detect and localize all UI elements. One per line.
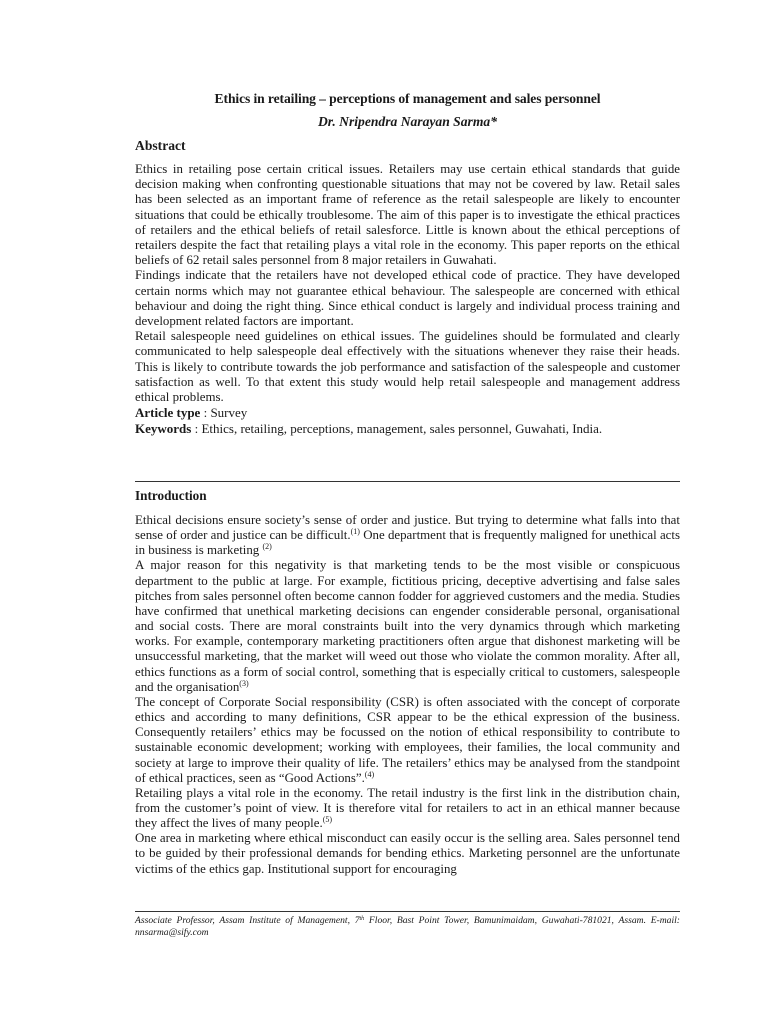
author-footnote	[135, 915, 680, 938]
intro-text: Retailing plays a vital role in the economy. The retail industry is the first link in the distribution chain, from the customer’s point of view. It is therefore vital for retailers to act in an ethical manner because they affect the lives of many people.	[135, 785, 680, 831]
abstract-paragraph: Ethics in retailing pose certain critical issues. Retailers may use certain ethical standards that guide decision making when confronting questionable situations that may not be covered by law. Retail sales has been selected as an important frame of reference as the retail salespeople are likely to encounter situations that could be ethically troublesome. The aim of this paper is to investigate the ethical practices of retailers and the ethical beliefs of retail salesforce. Little is known about the ethical perceptions of retailers despite the fact that retailing plays a vital role in the economy. This paper reports on the ethical beliefs of 62 retail sales personnel from 8 major retailers in Guwahati.	[135, 162, 680, 268]
citation-ref: (4)	[364, 769, 375, 779]
intro-text: The concept of Corporate Social responsibility (CSR) is often associated with the concept of corporate ethics and according to many definitions, CSR appear to be the ethical expression of the business. Consequently retailers’ ethics may be focussed on the notion of ethical responsibility to contribute to sustainable economic development; working with employees, their families, the local community and society at large to improve their quality of life. The retailers’ ethics may be analysed from the standpoint of ethical practices, seen as “Good Actions”.	[135, 694, 680, 785]
intro-paragraph-1	[135, 513, 680, 558]
paper-title: Ethics in retailing – perceptions of management and sales personnel	[214, 91, 601, 106]
footnote-ordinal: th	[359, 916, 365, 922]
keywords-value: : Ethics, retailing, perceptions, management, sales personnel, Guwahati, India.	[191, 420, 603, 436]
article-type-line	[135, 405, 680, 421]
author-name: Dr. Nripendra Narayan Sarma*	[317, 114, 497, 129]
intro-text: One area in marketing where ethical misconduct can easily occur is the selling area. Sales personnel tend to be guided by their professional demands for bending ethics. Marketing personnel are the unfortunate victims of the ethics gap. Institutional support for encouraging	[135, 831, 680, 876]
intro-text: Ethical decisions ensure society’s sense of order and justice. But trying to determine what falls into that sense of order and justice can be difficult.	[135, 513, 680, 543]
intro-text: A major reason for this negativity is that marketing tends to be the most visible or conspicuous department to the public at large. For example, fictitious pricing, deceptive advertising and false sales pitches from sales personnel often become cannon fodder for aggrieved customers and the media. Studies have confirmed that unethical marketing decisions can engender considerable personal, organisational and social costs. There are moral constraints built into the very dynamics through which marketing works. For example, contemporary marketing practitioners often argue that dishonest marketing will be unsuccessful marketing, that the market will weed out those who violate the common morality. After all, ethics functions as a form of social control, something that is especially critical to customers, salespeople and the organisation	[135, 558, 680, 694]
citation-ref: (1)	[350, 527, 360, 537]
intro-paragraph-5	[135, 831, 680, 876]
abstract-body	[135, 162, 680, 436]
abstract-paragraph: Retail salespeople need guidelines on ethical issues. The guidelines should be formulated and clearly communicated to help salespeople deal effectively with the situations whenever they raise their heads. This is likely to contribute towards the job performance and satisfaction of the salespeople and customer satisfaction as well. To that extent this study would help retail salespeople and management address ethical problems.	[135, 329, 680, 405]
footnote-divider	[135, 911, 680, 912]
article-type-label: Article type	[135, 405, 201, 421]
introduction-body	[135, 513, 680, 877]
keywords-line	[135, 421, 680, 437]
intro-text: One department that is frequently maligned for unethical acts in business is marketing	[135, 528, 680, 558]
article-type-value: : Survey	[200, 405, 248, 421]
keywords-label: Keywords	[135, 420, 192, 436]
citation-ref: (2)	[262, 542, 272, 552]
intro-paragraph-3	[135, 695, 680, 786]
footnote-text: Floor, Bast Point Tower, Bamunimaidam, Guwahati-781021, Assam. E-mail: nnsarma@sify.com	[135, 915, 680, 938]
citation-ref: (5)	[322, 815, 333, 825]
citation-ref: (3)	[239, 678, 249, 688]
intro-paragraph-2	[135, 558, 680, 694]
intro-paragraph-4	[135, 786, 680, 831]
abstract-heading: Abstract	[135, 138, 186, 153]
section-divider	[135, 481, 680, 482]
introduction-heading: Introduction	[135, 488, 207, 503]
footnote-text: Associate Professor, Assam Institute of Management, 7	[135, 915, 360, 926]
abstract-paragraph: Findings indicate that the retailers have not developed ethical code of practice. They have developed certain norms which may not guarantee ethical behaviour. The salespeople are concerned with ethical behaviour and doing the right thing. Since ethical conduct is largely and individual process training and development related factors are important.	[135, 268, 680, 329]
